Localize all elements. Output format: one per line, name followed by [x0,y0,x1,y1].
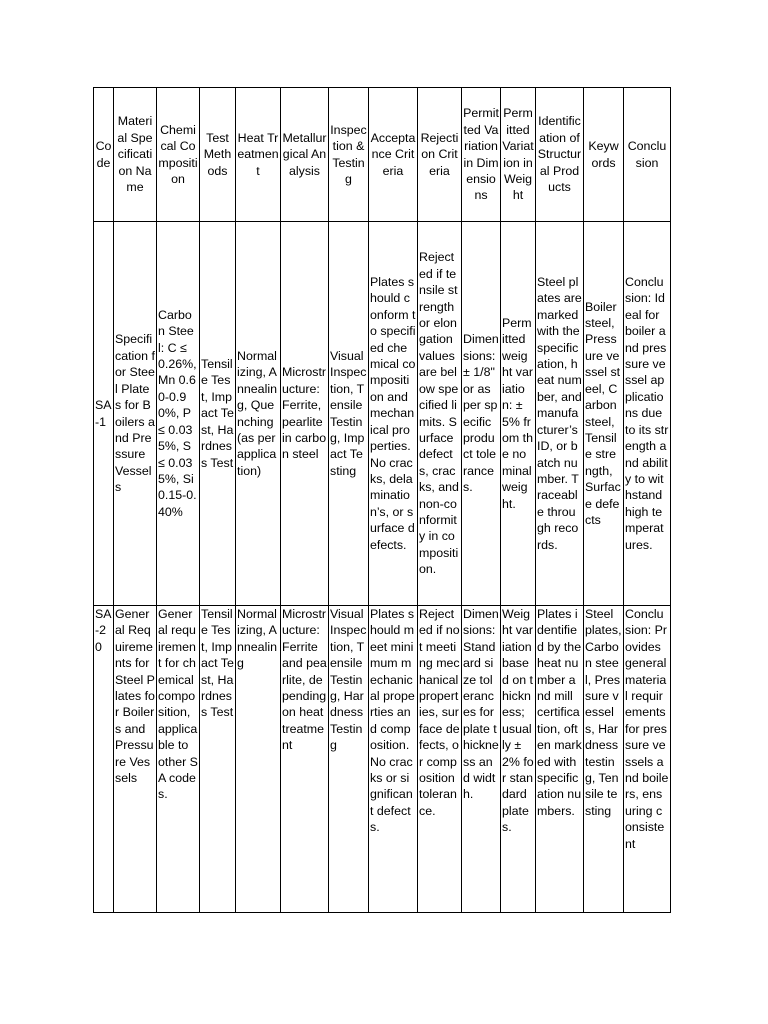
specification-table [93,87,671,913]
cell-permitted-variation-weight: Permitted weight variation: ± 5% from the nominal weight. [501,222,536,606]
cell-identification-structural-products: Plates identified by the heat number and mill certification, often marked with specification numbers. [536,606,584,913]
cell-keywords: Boiler steel, Pressure vessel steel, Carbon steel, Tensile strength, Surface defects [584,222,624,606]
cell-rejection-criteria: Rejected if not meeting mechanical properties, surface defects, or composition tolerance. [418,606,462,913]
header-material-specification-name: Material Specification Name [114,88,157,222]
cell-permitted-variation-dimensions: Dimensions: ± 1/8" or as per specific product tolerances. [462,222,501,606]
header-code: Code [94,88,114,222]
cell-metallurgical-analysis: Microstructure: Ferrite, pearlite in carbon steel [281,222,329,606]
header-test-methods: Test Methods [200,88,236,222]
header-permitted-variation-weight: Permitted Variation in Weight [501,88,536,222]
cell-code: SA-1 [94,222,114,606]
cell-code: SA-20 [94,606,114,913]
header-keywords: Keywords [584,88,624,222]
cell-inspection-testing: Visual Inspection, Tensile Testing, Impact Testing [329,222,369,606]
header-heat-treatment: Heat Treatment [236,88,281,222]
header-acceptance-criteria: Acceptance Criteria [369,88,418,222]
cell-permitted-variation-dimensions: Dimensions: Standard size tolerances for plate thickness and width. [462,606,501,913]
cell-rejection-criteria: Rejected if tensile strength or elongation values are below specified limits. Surface defects, cracks, and non-conformity in composition. [418,222,462,606]
table-row [94,222,671,606]
cell-metallurgical-analysis: Microstructure: Ferrite and pearlite, depending on heat treatment [281,606,329,913]
cell-identification-structural-products: Steel plates are marked with the specification, heat number, and manufacturer’s ID, or batch number. Traceable through records. [536,222,584,606]
cell-chemical-composition: General requirement for chemical composition, applicable to other SA codes. [157,606,200,913]
cell-acceptance-criteria: Plates should meet minimum mechanical properties and composition. No cracks or significant defects. [369,606,418,913]
table-header-row [94,88,671,222]
cell-heat-treatment: Normalizing, Annealing [236,606,281,913]
cell-material-specification-name: Specification for Steel Plates for Boilers and Pressure Vessels [114,222,157,606]
cell-conclusion: Conclusion: Provides general material requirements for pressure vessels and boilers, ensuring consistent [624,606,671,913]
header-conclusion: Conclusion [624,88,671,222]
cell-heat-treatment: Normalizing, Annealing, Quenching (as per application) [236,222,281,606]
header-permitted-variation-dimensions: Permitted Variation in Dimensions [462,88,501,222]
table-row [94,606,671,913]
cell-conclusion: Conclusion: Ideal for boiler and pressure vessel applications due to its strength and ability to withstand high temperatures. [624,222,671,606]
header-inspection-testing: Inspection & Testing [329,88,369,222]
cell-acceptance-criteria: Plates should conform to specified chemical composition and mechanical properties. No cracks, delamination’s, or surface defects. [369,222,418,606]
cell-material-specification-name: General Requirements for Steel Plates for Boilers and Pressure Vessels [114,606,157,913]
header-rejection-criteria: Rejection Criteria [418,88,462,222]
cell-test-methods: Tensile Test, Impact Test, Hardness Test [200,606,236,913]
header-identification-structural-products: Identification of Structural Products [536,88,584,222]
header-metallurgical-analysis: Metallurgical Analysis [281,88,329,222]
cell-inspection-testing: Visual Inspection, Tensile Testing, Hardness Testing [329,606,369,913]
cell-chemical-composition: Carbon Steel: C ≤ 0.26%, Mn 0.60-0.90%, P ≤ 0.035%, S ≤ 0.035%, Si 0.15-0.40% [157,222,200,606]
cell-test-methods: Tensile Test, Impact Test, Hardness Test [200,222,236,606]
cell-permitted-variation-weight: Weight variation based on thickness; usually ± 2% for standard plates. [501,606,536,913]
cell-keywords: Steel plates, Carbon steel, Pressure vessels, Hardness testing, Tensile testing [584,606,624,913]
header-chemical-composition: Chemical Composition [157,88,200,222]
